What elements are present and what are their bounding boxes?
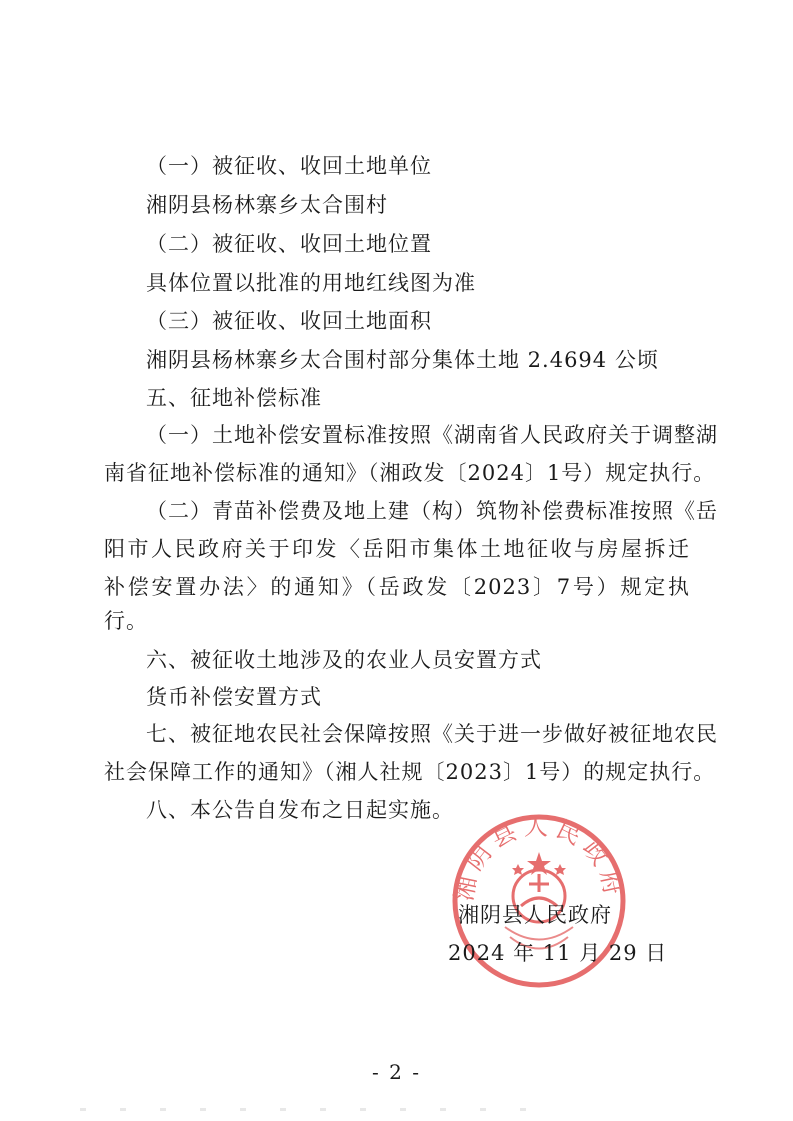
subheading-land-area: （三）被征收、收回土地面积 xyxy=(146,309,432,333)
social-security-line-2: 社会保障工作的通知》（湘人社规〔2023〕1号）的规定执行。 xyxy=(104,760,716,784)
land-unit-text: 湘阴县杨林寨乡太合围村 xyxy=(146,193,388,217)
compensation-paragraph-2-line-4: 行。 xyxy=(104,609,148,633)
land-area-text: 湘阴县杨林寨乡太合围村部分集体土地 2.4694 公顷 xyxy=(146,348,659,372)
compensation-paragraph-1-line-1: （一）土地补偿安置标准按照《湖南省人民政府关于调整湖 xyxy=(146,423,718,447)
scan-artifact xyxy=(80,1108,540,1111)
resettlement-text: 货币补偿安置方式 xyxy=(146,685,322,709)
land-location-text: 具体位置以批准的用地红线图为准 xyxy=(146,271,476,295)
compensation-paragraph-2-line-3: 补偿安置办法〉的通知》（岳政发〔2023〕7号）规定执 xyxy=(104,575,690,599)
subheading-land-unit: （一）被征收、收回土地单位 xyxy=(146,154,432,178)
compensation-paragraph-2-line-1: （二）青苗补偿费及地上建（构）筑物补偿费标准按照《岳 xyxy=(146,499,718,523)
effective-clause: 八、本公告自发布之日起实施。 xyxy=(146,798,454,822)
compensation-paragraph-2-line-2: 阳市人民政府关于印发〈岳阳市集体土地征收与房屋拆迁 xyxy=(104,537,690,561)
svg-text:湘阴县人民政府: 湘阴县人民政府 xyxy=(450,812,628,904)
signature-date: 2024 年 11 月 29 日 xyxy=(448,941,668,965)
section-heading-compensation: 五、征地补偿标准 xyxy=(146,386,322,410)
page-number: - 2 - xyxy=(372,1060,421,1084)
signature-organization: 湘阴县人民政府 xyxy=(458,903,612,927)
compensation-paragraph-1-line-2: 南省征地补偿标准的通知》（湘政发〔2024〕1号）规定执行。 xyxy=(104,461,716,485)
section-heading-resettlement: 六、被征收土地涉及的农业人员安置方式 xyxy=(146,648,542,672)
social-security-line-1: 七、被征地农民社会保障按照《关于进一步做好被征地农民 xyxy=(146,722,718,746)
subheading-land-location: （二）被征收、收回土地位置 xyxy=(146,232,432,256)
